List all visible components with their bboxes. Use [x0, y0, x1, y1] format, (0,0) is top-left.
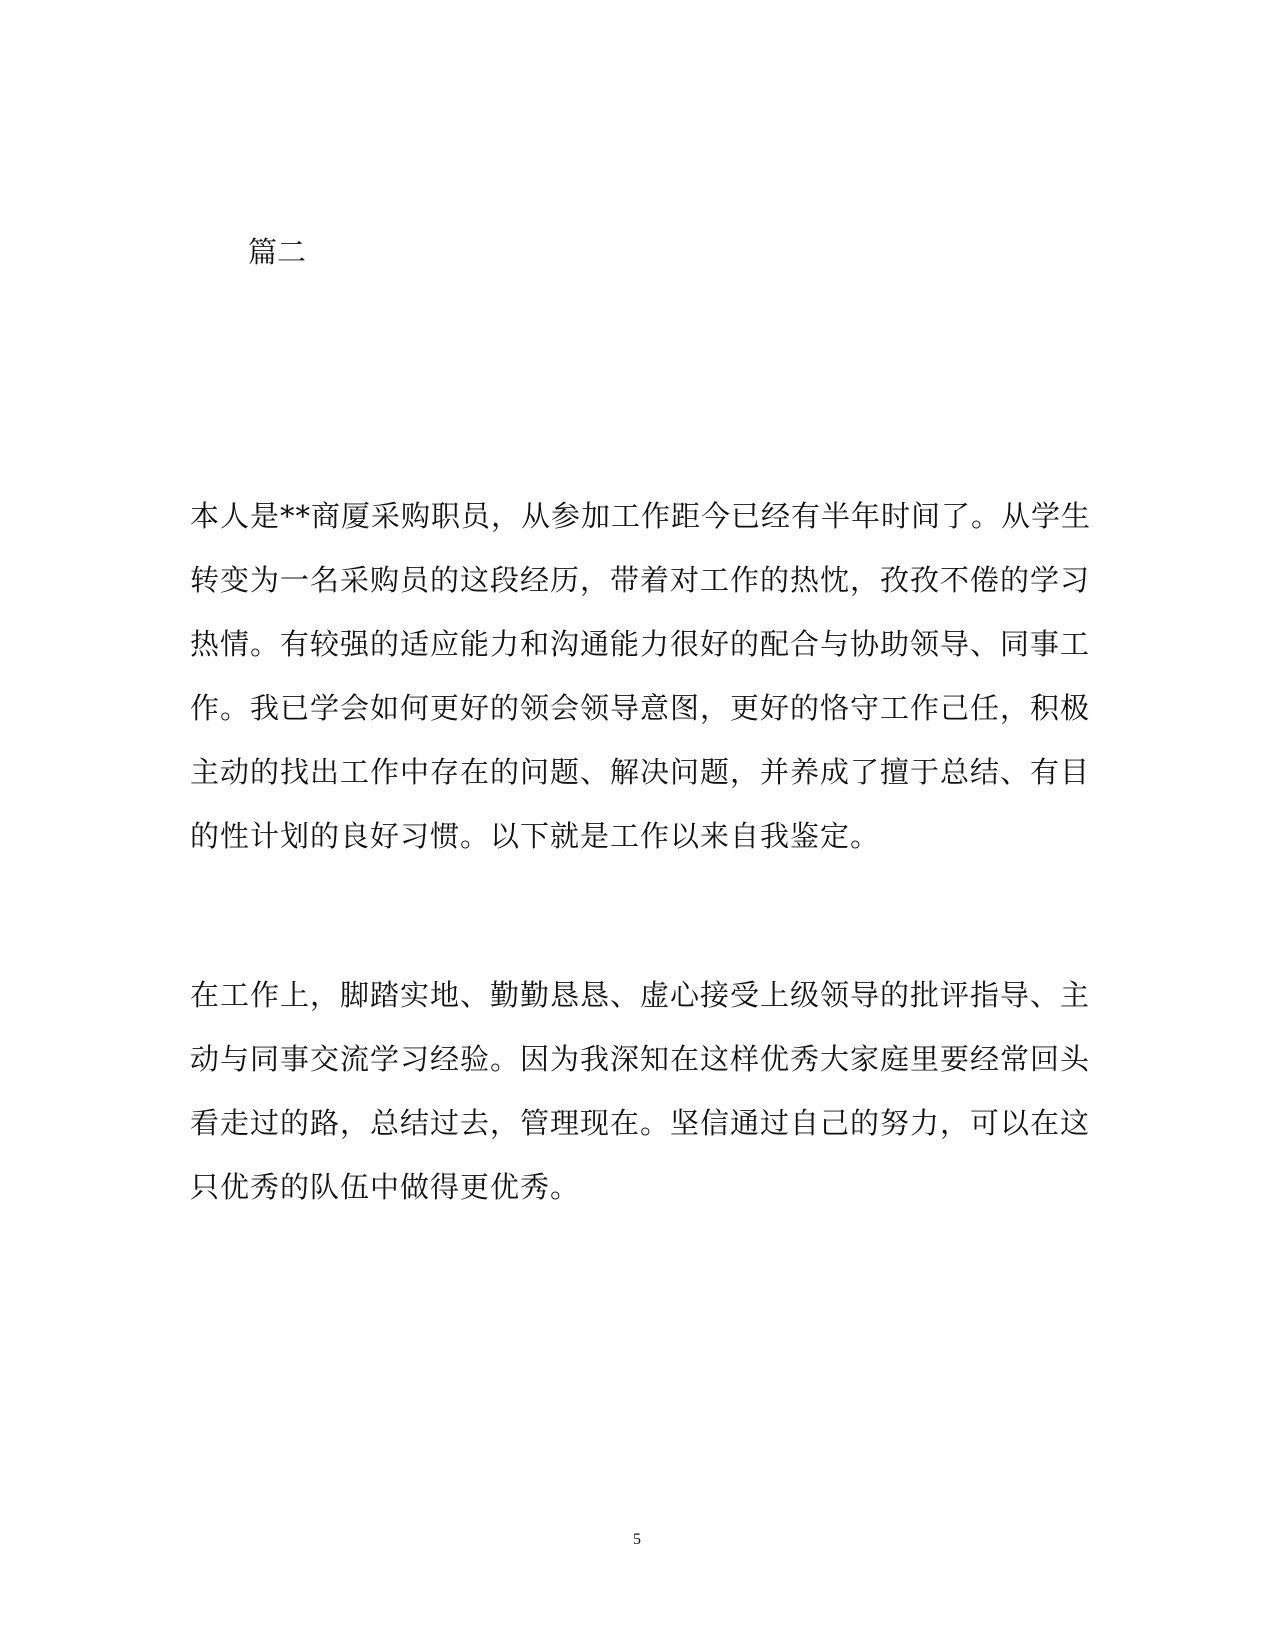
- paragraph-line: 转变为一名采购员的这段经历，带着对工作的热忱，孜孜不倦的学习: [190, 563, 1091, 597]
- paragraph-line: 热情。有较强的适应能力和沟通能力很好的配合与协助领导、同事工: [190, 627, 1091, 661]
- paragraph-line: 看走过的路，总结过去，管理现在。坚信通过自己的努力，可以在这: [190, 1106, 1091, 1140]
- paragraph-line: 主动的找出工作中存在的问题、解决问题，并养成了擅于总结、有目: [190, 755, 1091, 789]
- page-number: 5: [633, 1531, 641, 1548]
- body-paragraph: [190, 963, 1091, 1219]
- paragraph-line: 作。我已学会如何更好的领会领导意图，更好的恪守工作己任，积极: [190, 691, 1091, 725]
- paragraph-line: 只优秀的队伍中做得更优秀。: [190, 1170, 581, 1204]
- section-heading: 篇二: [248, 235, 307, 269]
- body-paragraph: [190, 484, 1092, 868]
- paragraph-line: 在工作上，脚踏实地、勤勤恳恳、虚心接受上级领导的批评指导、主: [190, 978, 1091, 1012]
- paragraph-line: 动与同事交流学习经验。因为我深知在这样优秀大家庭里要经常回头: [190, 1042, 1091, 1076]
- paragraph-line: 的性计划的良好习惯。以下就是工作以来自我鉴定。: [190, 819, 881, 853]
- paragraph-line: 本人是**商厦采购职员，从参加工作距今已经有半年时间了。从学生: [190, 499, 1092, 533]
